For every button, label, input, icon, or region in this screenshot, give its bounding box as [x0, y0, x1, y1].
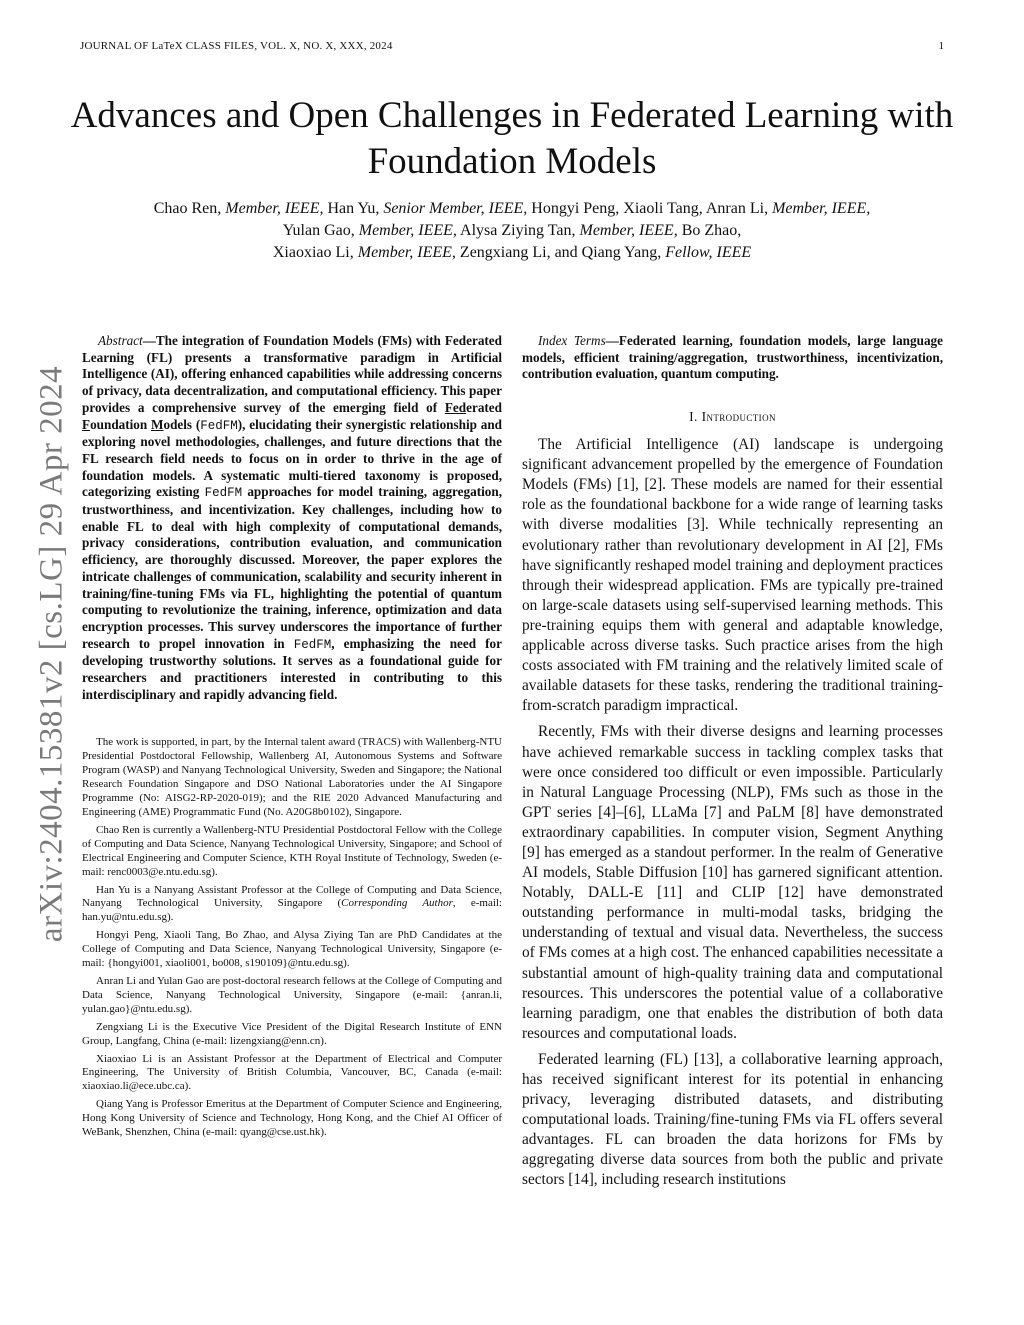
footnote-author: Qiang Yang is Professor Emeritus at the Department of Computer Science and Engineering, Hong Kong University of Science and Technology, Hong Kong, and the Chief AI Officer of WeBank, Shenzhen, China (e-mail: qyang@cse.ust.hk). — [82, 1098, 502, 1139]
section-number: I. — [689, 409, 702, 425]
footnote-author: Xiaoxiao Li is an Assistant Professor at the Department of Electrical and Computer Engineering, The University of British Columbia, Vancouver, BC, Canada (e-mail: xiaoxiao.li@ece.ubc.ca). — [82, 1052, 502, 1093]
right-column — [522, 333, 943, 1197]
footnote-funding: The work is supported, in part, by the Internal talent award (TRACS) with Wallenberg-NTU Presidential Postdoctoral Fellowship, Wallenberg AI, Autonomous Systems and Software Program (WASP) and Nanyang Technological University, Sweden and Singapore; the National Research Foundation Singapore and DSO National Laboratories under the AI Singapore Programme (No: AISG2-RP-2020-019); and the RIE 2020 Advanced Manufacturing and Engineering (AME) Programmatic Fund (No. A20G8b0102), Singapore. — [82, 736, 502, 818]
intro-paragraph: Recently, FMs with their diverse designs and learning processes have achieved remarkable success in tackling complex tasks that were once considered too difficult or even impossible. Particularly in Natural Language Processing (NLP), FMs such as those in the GPT series [4]–[6], LLaMa [7] and PaLM [8] have demonstrated extraordinary capabilities. In computer vision, Segment Anything [9] has emerged as a standout performer. In the realm of Generative AI models, Stable Diffusion [10] has garnered significant attention. Notably, DALL-E [11] and CLIP [12] have demonstrated outstanding performance in multi-modal tasks, bridging the understanding of textual and visual data. Nevertheless, the success of FMs comes at a high cost. The enhanced capabilities necessitate a substantial amount of high-quality training data and computational resources. This underscores the potential value of a collaborative learning paradigm, one that enables the distribution of both data resources and computational loads. — [522, 723, 943, 1042]
footnote-italic: Corresponding Author — [341, 897, 453, 910]
footnote-author — [82, 884, 502, 926]
page-number: 1 — [938, 40, 944, 52]
author-line-2 — [60, 220, 964, 242]
footnote-text: Han Yu is a Nanyang Assistant Professor at the College of Computing and Data Science, Nanyang Technological University, Singapore ( — [82, 883, 502, 910]
footnote-text: , e-mail: han.yu@ntu.edu.sg). — [82, 897, 502, 924]
footnote-author: Anran Li and Yulan Gao are post-doctoral research fellows at the College of Computing and Data Science, Nanyang Technological University, Singapore (e-mail: {anran.li, yulan.gao}@ntu.edu.sg). — [82, 974, 502, 1015]
footnote-author: Chao Ren is currently a Wallenberg-NTU Presidential Postdoctoral Fellow with the College of Computing and Data Science, Nanyang Technological University, Singapore; and School of Electrical Engineering and Computer Science, KTH Royal Institute of Technology, Sweden (e-mail: renc0003@e.ntu.edu.sg). — [82, 823, 502, 878]
index-terms-text: —Federated learning, foundation models, large language models, efficient training/aggregation, trustworthiness, incentivization, contribution evaluation, quantum computing. — [522, 333, 943, 382]
abstract-text: ), elucidating their synergistic relationship and exploring novel methodologies, challenges, and future directions that the FL research field needs to focus on in order to thrive in the age of foundation models. A systematic multi-tiered taxonomy is proposed, categorizing existing — [82, 416, 503, 500]
fedfm-term: FedFM — [293, 637, 332, 652]
paper-title: Advances and Open Challenges in Federated Learning with Foundation Models — [70, 95, 954, 182]
author-role: Member, IEEE, — [772, 200, 871, 217]
abstract-text: —The integration of Foundation Models (FMs) with Federated Learning (FL) presents a transformative paradigm in Artificial Intelligence (AI), offering enhanced capabilities while addressing concerns of privacy, data decentralization, and computational efficiency. This paper provides a comprehensive survey of the emerging field of — [82, 333, 502, 415]
abstract-underline: M — [151, 416, 164, 432]
intro-paragraph: Federated learning (FL) [13], a collaborative learning approach, has received significant interest for its potential in enhancing privacy, leveraging distributed datasets, and distributing computational loads. Training/fine-tuning FMs via FL offers several advantages. FL can broaden the data horizons for FMs by aggregating diverse data sources from both the public and private sectors [14], including research institutions — [522, 1050, 943, 1189]
author-name: Hongyi Peng, Xiaoli Tang, Anran Li, — [527, 200, 773, 217]
author-name: Alysa Ziying Tan, — [456, 222, 580, 239]
footnotes — [82, 736, 502, 1139]
intro-paragraph: The Artificial Intelligence (AI) landscape is undergoing significant advancement propelled by the emergence of Foundation Models (FMs) [1], [2]. These models are named for their essential role as the foundational backbone for a wide range of learning tasks with diverse modalities [3]. While technically representing an evolutionary rather than revolutionary development in AI [2], FMs have significantly reshaped model training and deployment practices through their widespread application. FMs are typically pre-trained on large-scale datasets using self-supervised learning methods. This pre-training equips them with general and adaptable knowledge, applicable across diverse tasks. Such practice arises from the high costs associated with FM training and the relatively limited scale of available datasets for these tasks, rendering the traditional training-from-scratch paradigm impractical. — [522, 436, 943, 715]
abstract-text: , emphasizing the need for developing trustworthy solutions. It serves as a foundational guide for researchers and practitioners interested in contributing to this interdisciplinary and rapidly advancing field. — [82, 635, 503, 702]
abstract-underline: F — [82, 416, 91, 432]
running-header: JOURNAL OF LaTeX CLASS FILES, VOL. X, NO. X, XXX, 2024 — [80, 40, 393, 52]
author-role: Member, IEEE, — [357, 244, 456, 261]
author-role: Fellow, IEEE — [665, 244, 752, 261]
author-line-1 — [60, 198, 964, 220]
footnote-author: Zengxiang Li is the Executive Vice President of the Digital Research Institute of ENN Group, Langfang, China (e-mail: lizengxiang@enn.cn). — [82, 1020, 502, 1047]
abstract-text: odels ( — [163, 416, 201, 432]
index-terms-lead: Index Terms — [538, 333, 606, 348]
author-name: Yulan Gao, — [282, 222, 359, 239]
index-terms — [522, 333, 943, 383]
abstract-text: erated — [466, 399, 502, 415]
author-list — [60, 198, 964, 264]
left-column — [82, 333, 502, 1144]
author-name: Han Yu, — [323, 200, 384, 217]
author-name: Bo Zhao, — [677, 222, 742, 239]
author-role: Member, IEEE, — [225, 200, 324, 217]
abstract-text: approaches for model training, aggregation, trustworthiness, and incentivization. Key challenges, including how to enable FL to deal with high complexity of computational demands, privacy considerations, contribution evaluation, and communication efficiency, are thoroughly discussed. Moreover, the paper explores the intricate challenges of communication, scalability and security inherent in training/fine-tuning FMs via FL, highlighting the potential of quantum computing to revolutionize the training, inference, optimization and data encryption processes. This survey underscores the importance of further research to propel innovation in — [82, 484, 502, 651]
fedfm-term: FedFM — [200, 418, 238, 433]
section-title: Introduction — [701, 409, 776, 425]
arxiv-identifier: arXiv:2404.15381v2 [cs.LG] 29 Apr 2024 — [33, 365, 70, 943]
author-name: Zengxiang Li, and Qiang Yang, — [455, 244, 666, 261]
abstract-text: oundation — [90, 416, 152, 432]
abstract-lead: Abstract — [98, 333, 143, 348]
fedfm-term: FedFM — [204, 486, 243, 501]
footnote-author: Hongyi Peng, Xiaoli Tang, Bo Zhao, and Alysa Ziying Tan are PhD Candidates at the College of Computing and Data Science, Nanyang Technological University, Singapore (e-mail: {hongyi001, xiaoli001, bo008, s190109}@ntu.edu.sg). — [82, 929, 502, 970]
abstract — [82, 333, 502, 703]
abstract-underline: Fed — [444, 399, 467, 415]
section-heading — [522, 409, 943, 425]
author-name: Xiaoxiao Li, — [272, 244, 358, 261]
author-role: Senior Member, IEEE, — [383, 200, 528, 217]
author-name: Chao Ren, — [153, 200, 226, 217]
author-role: Member, IEEE, — [358, 222, 457, 239]
author-line-3 — [60, 242, 964, 264]
author-role: Member, IEEE, — [579, 222, 678, 239]
